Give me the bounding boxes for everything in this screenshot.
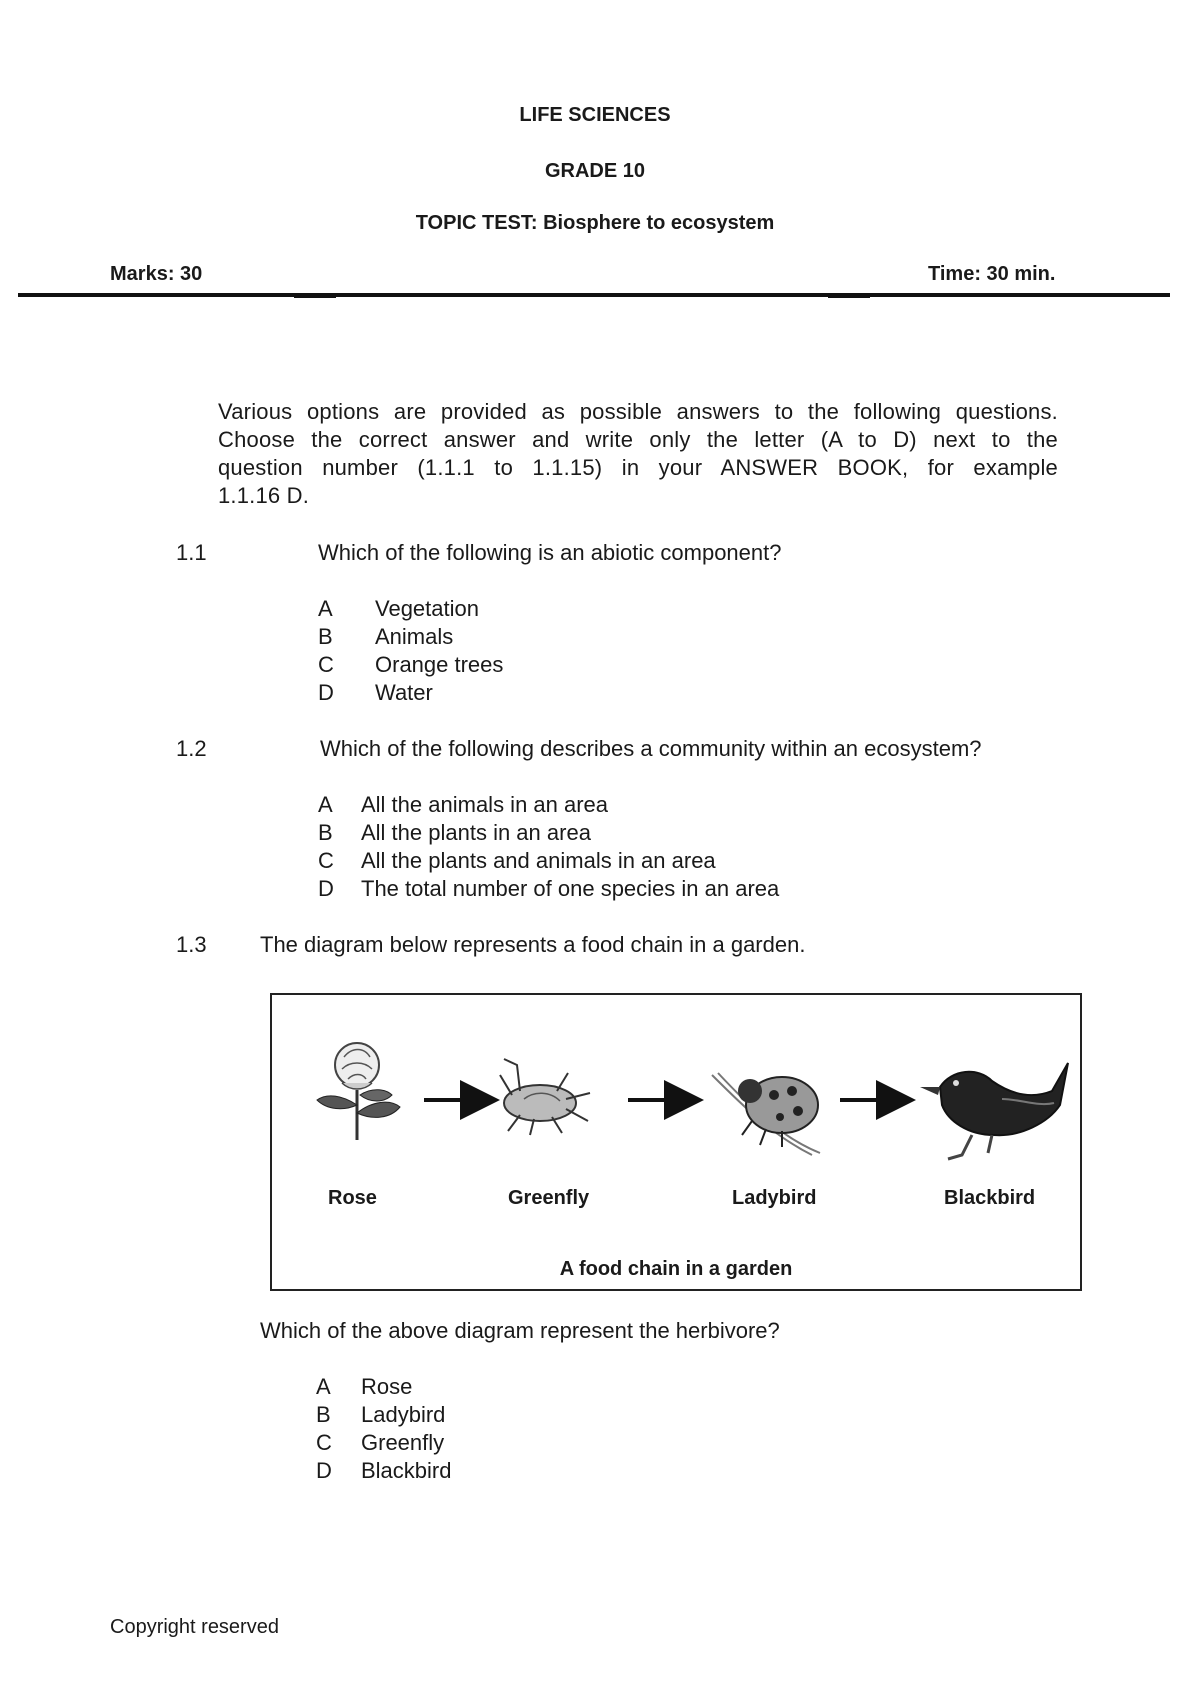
question-text: Which of the following describes a community within an ecosystem? — [320, 736, 982, 761]
diagram-caption: A food chain in a garden — [559, 1258, 793, 1280]
blackbird-icon — [920, 1063, 1068, 1159]
option-text: Vegetation — [375, 596, 479, 621]
instructions-line-2: Choose the correct answer and write only the letter (A to D) next to the — [218, 427, 1058, 452]
organism-label-blackbird: Blackbird — [944, 1187, 1036, 1209]
organism-label-ladybird: Ladybird — [732, 1187, 817, 1209]
question-number: 1.3 — [176, 932, 207, 957]
option-letter: A — [318, 596, 333, 621]
question-text: Which of the following is an abiotic component? — [318, 540, 782, 565]
question-followup: Which of the above diagram represent the herbivore? — [260, 1318, 780, 1343]
option-letter: B — [318, 624, 333, 649]
option-letter: B — [316, 1402, 331, 1427]
instructions-line-1: Various options are provided as possible answers to the following questions. — [218, 399, 1058, 424]
question-number: 1.2 — [176, 736, 207, 761]
option-letter: B — [318, 820, 333, 845]
food-chain-diagram — [270, 993, 1082, 1291]
option-letter: C — [318, 652, 334, 677]
organism-label-greenfly: Greenfly — [508, 1187, 590, 1209]
option-letter: A — [316, 1374, 331, 1399]
option-letter: A — [318, 792, 333, 817]
option-text: Blackbird — [361, 1458, 452, 1483]
instructions — [218, 398, 1058, 510]
header-rule-accent-right — [828, 296, 870, 298]
option-text: All the plants and animals in an area — [361, 848, 716, 873]
grade-title: GRADE 10 — [544, 160, 646, 182]
time-label: Time: 30 min. — [928, 263, 1056, 285]
copyright-notice: Copyright reserved — [110, 1616, 279, 1638]
header-rule — [18, 293, 1170, 297]
option-letter: D — [316, 1458, 332, 1483]
food-chain-illustration — [272, 995, 1080, 1289]
option-text: Animals — [375, 624, 454, 649]
instructions-line-4: 1.1.16 D. — [218, 483, 310, 508]
question-number: 1.1 — [176, 540, 207, 565]
option-text: Orange trees — [375, 652, 504, 677]
ladybird-icon — [712, 1073, 820, 1155]
option-letter: C — [316, 1430, 332, 1455]
topic-title: TOPIC TEST: Biosphere to ecosystem — [415, 212, 775, 234]
option-text: The total number of one species in an area — [361, 876, 780, 901]
instructions-line-3: question number (1.1.1 to 1.1.15) in your ANSWER BOOK, for example — [218, 455, 1058, 480]
option-letter: D — [318, 680, 334, 705]
option-text: Water — [375, 680, 433, 705]
question-text: The diagram below represents a food chain in a garden. — [260, 932, 806, 957]
option-text: Ladybird — [361, 1402, 446, 1427]
header-rule-accent-left — [294, 296, 336, 298]
option-text: Greenfly — [361, 1430, 445, 1455]
greenfly-icon — [500, 1059, 590, 1135]
option-text: Rose — [361, 1374, 413, 1399]
option-letter: D — [318, 876, 334, 901]
option-text: All the animals in an area — [361, 792, 609, 817]
subject-title: LIFE SCIENCES — [519, 104, 671, 126]
organism-label-rose: Rose — [328, 1187, 377, 1209]
marks-label: Marks: 30 — [110, 263, 203, 285]
option-text: All the plants in an area — [361, 820, 591, 845]
option-letter: C — [318, 848, 334, 873]
rose-icon — [317, 1043, 400, 1140]
